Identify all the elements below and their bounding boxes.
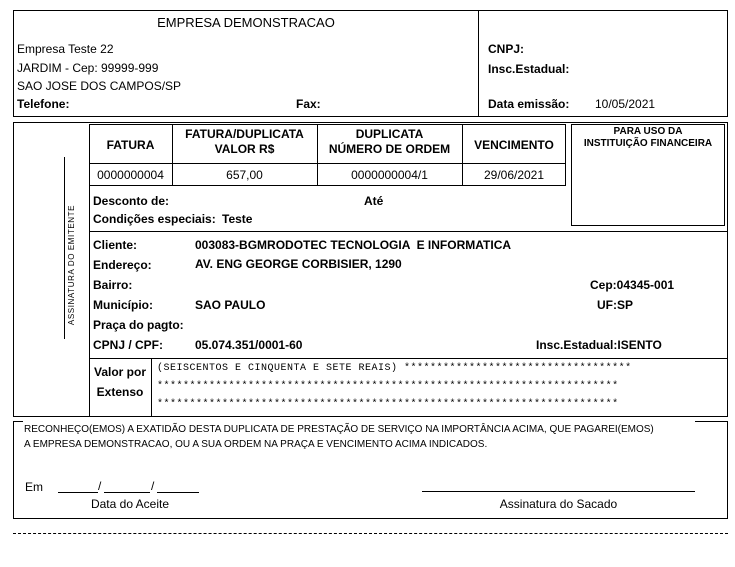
amount-block-top: [89, 358, 728, 359]
client-block-top: [89, 231, 728, 232]
cnpj-label: CNPJ:: [488, 42, 525, 56]
th-duplicata: DUPLICATA NÚMERO DE ORDEM: [328, 127, 451, 156]
date-day-line: [58, 492, 98, 493]
date-slash-1: /: [98, 479, 102, 493]
issuer-city: SAO JOSE DOS CAMPOS/SP: [17, 79, 182, 93]
client-ie-field: [536, 338, 662, 352]
uf-label: UF:: [597, 298, 617, 312]
signature-line: [422, 491, 695, 492]
client-ie-label: Insc.Estadual:: [536, 338, 618, 352]
issue-date-label: Data emissão:: [488, 97, 570, 111]
cut-line: [13, 533, 728, 534]
acceptance-text-line-1: RECONHEÇO(EMOS) A EXATIDÃO DESTA DUPLICATA DE PRESTAÇÃO DE SERVIÇO NA IMPORTÂNCIA ACIMA, QUE PAGAREI(EMOS): [24, 424, 654, 435]
city-label: Município:: [93, 298, 153, 312]
district-label: Bairro:: [93, 278, 133, 292]
amount-words-line-3: ***********************************************************************: [157, 399, 619, 410]
conditions-label: Condições especiais:: [93, 212, 216, 226]
acceptance-top-right: [695, 421, 728, 422]
th-valor: FATURA/DUPLICATA VALOR R$: [185, 127, 304, 156]
date-month-line: [104, 492, 150, 493]
date-slash-2: /: [151, 479, 155, 493]
cell-valor: 657,00: [226, 168, 263, 182]
cep-field: [590, 278, 674, 292]
side-separator: [64, 157, 65, 339]
discount-label: Desconto de:: [93, 194, 170, 208]
cell-numero-ordem: 0000000004/1: [351, 168, 428, 182]
amount-words-label: Valor por Extenso: [93, 365, 146, 399]
cep-value: 04345-001: [616, 278, 675, 292]
issue-date-value: 10/05/2021: [595, 97, 656, 111]
cell-vencimento: 29/06/2021: [483, 168, 545, 182]
until-label: Até: [364, 194, 384, 208]
client-ie-value: ISENTO: [617, 338, 662, 352]
uf-value: SP: [617, 298, 634, 312]
date-caption: Data do Aceite: [90, 497, 170, 511]
issuer-signature-label: ASSINATURA DO EMITENTE: [67, 204, 76, 326]
bank-use-label: PARA USO DA INSTITUIÇÃO FINANCEIRA: [583, 126, 713, 149]
date-year-line: [157, 492, 199, 493]
phone-label: Telefone:: [17, 97, 70, 111]
fax-label: Fax:: [296, 97, 321, 111]
address-label: Endereço:: [93, 258, 152, 272]
th-vencimento: VENCIMENTO: [474, 138, 554, 152]
amount-label-divider: [151, 358, 152, 417]
uf-field: [597, 298, 633, 312]
amount-words-line-2: ***********************************************************************: [157, 381, 619, 392]
th-fatura: FATURA: [106, 138, 155, 152]
signature-caption: Assinatura do Sacado: [499, 497, 618, 511]
acceptance-text-line-2: A EMPRESA DEMONSTRACAO, OU A SUA ORDEM NA PRAÇA E VENCIMENTO ACIMA INDICADOS.: [24, 439, 488, 450]
client-cnpj-value: 05.074.351/0001-60: [195, 338, 303, 352]
address-value: AV. ENG GEORGE CORBISIER, 1290: [195, 257, 402, 271]
table-header-divider: [89, 163, 566, 164]
ie-label: Insc.Estadual:: [488, 62, 570, 76]
conditions-value: Teste: [222, 212, 253, 226]
issuer-name: Empresa Teste 22: [17, 42, 114, 56]
client-cnpj-label: CPNJ / CPF:: [93, 338, 164, 352]
client-label: Cliente:: [93, 238, 138, 252]
payment-place-label: Praça do pagto:: [93, 318, 184, 332]
acceptance-top-left: [13, 421, 23, 422]
cell-fatura: 0000000004: [97, 168, 164, 182]
company-title: EMPRESA DEMONSTRACAO: [157, 15, 335, 30]
em-label: Em: [25, 480, 43, 494]
amount-words-line-1: (SEISCENTOS E CINQUENTA E SETE REAIS) ***********************************: [157, 363, 632, 374]
city-value: SAO PAULO: [195, 298, 266, 312]
issuer-address: JARDIM - Cep: 99999-999: [17, 61, 159, 75]
client-value: 003083-BGMRODOTEC TECNOLOGIA E INFORMATICA: [195, 238, 512, 252]
cep-label: Cep:: [590, 278, 617, 292]
